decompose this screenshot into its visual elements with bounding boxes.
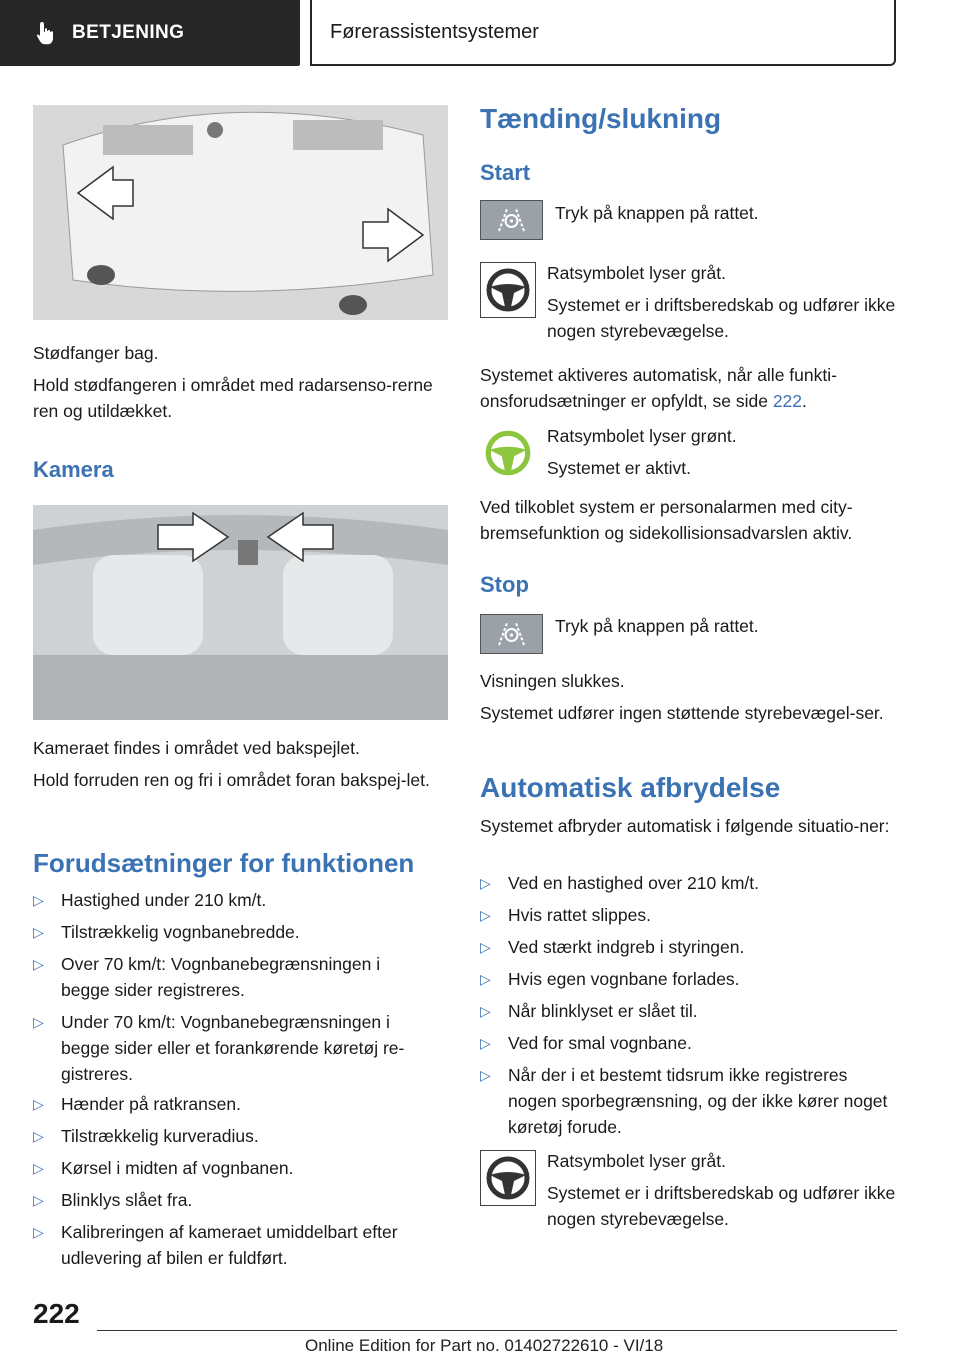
list-item: ▷ Ved stærkt indgreb i styringen. [480, 934, 890, 960]
edition-note: Online Edition for Part no. 01402722610 - VI/18 [305, 1336, 664, 1355]
list-item: ▷ Tilstrækkelig kurveradius. [33, 1123, 433, 1149]
triangle-bullet-icon: ▷ [33, 1224, 44, 1240]
list-item: ▷ Blinklys slået fra. [33, 1187, 433, 1213]
triangle-bullet-icon: ▷ [480, 1067, 491, 1083]
list-item: ▷ Hvis rattet slippes. [480, 902, 890, 928]
list-item: ▷ Over 70 km/t: Vognbanebegrænsningen i begge sider registreres. [33, 951, 433, 1003]
auto-activation: Systemet aktiveres automatisk, når alle funkti-onsforudsætninger er opfyldt, se side 222. [480, 365, 837, 411]
caption-camera-note: Hold forruden ren og fri i området foran bakspej-let. [33, 770, 430, 790]
hand-pointer-icon [36, 20, 58, 46]
afbrydelse-intro: Systemet afbryder automatisk i følgende situatio-ner: [480, 816, 890, 836]
steering-wheel-grey-icon [480, 1150, 536, 1206]
list-item: ▷ Ved en hastighed over 210 km/t. [480, 870, 890, 896]
heading-stop: Stop [480, 572, 529, 597]
section-title: BETJENING [72, 22, 185, 43]
triangle-bullet-icon: ▷ [33, 1192, 44, 1208]
caption-bumper-note: Hold stødfangeren i området med radarsenso-rerne ren og utildækket. [33, 375, 433, 421]
triangle-bullet-icon: ▷ [33, 1128, 44, 1144]
heading-start: Start [480, 160, 531, 185]
lane-assist-button-icon [480, 200, 543, 240]
active-note: Ved tilkoblet system er personalarmen med city-bremsefunktion og sidekollisionsadvarslen aktiv. [480, 497, 853, 543]
triangle-bullet-icon: ▷ [33, 1096, 44, 1112]
list-item: ▷ Hænder på ratkransen. [33, 1091, 433, 1117]
grey-status-desc: Systemet er i driftsberedskab og udfører ikke nogen styrebevægelse. [547, 295, 896, 341]
heading-afbrydelse: Automatisk afbrydelse [480, 772, 781, 803]
triangle-bullet-icon: ▷ [33, 924, 44, 940]
list-item: ▷ Hastighed under 210 km/t. [33, 887, 433, 913]
chapter-title: Førerassistentsystemer [330, 20, 539, 43]
chapter-tab[interactable] [310, 0, 896, 66]
triangle-bullet-icon: ▷ [33, 892, 44, 908]
start-instruction: Tryk på knappen på rattet. [555, 203, 759, 223]
grey-status: Ratsymbolet lyser gråt. [547, 1151, 726, 1171]
triangle-bullet-icon: ▷ [480, 939, 491, 955]
grey-status-desc: Systemet er i driftsberedskab og udfører ikke nogen styrebevægelse. [547, 1183, 896, 1229]
list-item: ▷ Under 70 km/t: Vognbanebegrænsningen i begge sider eller et forankørende køretøj re-gistreres. [33, 1009, 438, 1087]
list-item: ▷ Når der i et bestemt tidsrum ikke registreres nogen sporbegrænsning, og der ikke kører noget køretøj forude. [480, 1062, 890, 1140]
stop-no-steering: Systemet udfører ingen støttende styrebevægel-ser. [480, 703, 884, 723]
green-status-desc: Systemet er aktivt. [547, 458, 691, 478]
triangle-bullet-icon: ▷ [33, 956, 44, 972]
footer-divider [97, 1330, 897, 1331]
stop-instruction: Tryk på knappen på rattet. [555, 616, 759, 636]
rear-bumper-image [33, 105, 448, 320]
heading-taending: Tænding/slukning [480, 103, 722, 134]
list-item: ▷ Når blinklyset er slået til. [480, 998, 890, 1024]
lane-assist-button-icon [480, 614, 543, 654]
list-item: ▷ Kørsel i midten af vognbanen. [33, 1155, 433, 1181]
stop-display-off: Visningen slukkes. [480, 671, 625, 691]
triangle-bullet-icon: ▷ [480, 875, 491, 891]
list-item: ▷ Hvis egen vognbane forlades. [480, 966, 890, 992]
green-status: Ratsymbolet lyser grønt. [547, 426, 737, 446]
page-link[interactable]: 222 [772, 391, 803, 411]
triangle-bullet-icon: ▷ [480, 1003, 491, 1019]
grey-status: Ratsymbolet lyser gråt. [547, 263, 726, 283]
steering-wheel-grey-icon [480, 262, 536, 318]
steering-wheel-green-icon [480, 425, 536, 481]
list-item: ▷ Ved for smal vognbane. [480, 1030, 890, 1056]
section-tab[interactable] [0, 0, 300, 66]
caption-camera: Kameraet findes i området ved bakspejlet. [33, 738, 360, 758]
page-number: 222 [33, 1298, 80, 1329]
list-item: ▷ Tilstrækkelig vognbanebredde. [33, 919, 433, 945]
heading-kamera: Kamera [33, 457, 114, 482]
camera-interior-image [33, 505, 448, 720]
triangle-bullet-icon: ▷ [480, 971, 491, 987]
list-item: ▷ Kalibreringen af kameraet umiddelbart efter udlevering af bilen er fuldført. [33, 1219, 433, 1271]
caption-bumper: Stødfanger bag. [33, 343, 159, 363]
triangle-bullet-icon: ▷ [33, 1160, 44, 1176]
triangle-bullet-icon: ▷ [480, 907, 491, 923]
triangle-bullet-icon: ▷ [33, 1014, 44, 1030]
triangle-bullet-icon: ▷ [480, 1035, 491, 1051]
heading-forudsaetninger: Forudsætninger for funktionen [33, 848, 415, 878]
